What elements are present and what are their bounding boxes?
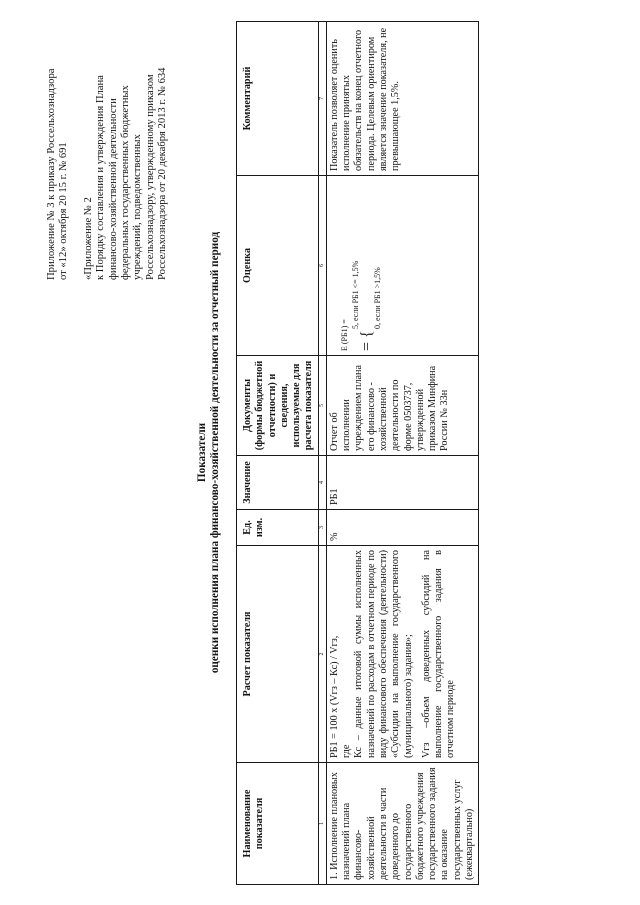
calc-kc-definition: Кс – данные итоговой суммы исполненных назначений по расходам в отчетном периоде по виду финансового обеспечения (деятельности) «Субсидии на выполнение государственного (муниципального) задания»; <box>353 550 414 758</box>
document-title <box>196 0 222 905</box>
column-number: 7 <box>318 22 326 176</box>
title-line-1: Показатели <box>196 422 208 483</box>
brace-glyph: = { <box>358 330 376 351</box>
documents-cell: Отчет об исполнении учреждением плана его финансово - хозяйственной деятельности по форме 0503737, утвержденной приказом Минфина России № 33н <box>326 356 479 456</box>
header-cell-calc: Расчет показателя <box>237 546 319 763</box>
annex-line: к Порядку составления и утверждения Плана <box>95 75 107 280</box>
unit-cell: % <box>326 510 479 546</box>
appendix-line-2: от «12» октября 20 15 г. № 691 <box>58 142 70 280</box>
header-cell-value: Значение <box>237 456 319 510</box>
calculation-cell <box>326 546 479 763</box>
column-number: 3 <box>318 510 326 546</box>
column-number-row <box>318 22 326 885</box>
annex-line: «Приложение № 2 <box>82 197 94 280</box>
calc-formula: РБ1 = 100 x (Vгз – Кс) / Vгз, <box>328 635 340 758</box>
annex-line: федеральных государственных бюджетных <box>120 85 132 280</box>
column-number: 1 <box>318 763 326 885</box>
appendix-header <box>46 10 170 280</box>
calc-vgz-definition: Vгз –объем доведенных субсидий на выполнение государственного задания в отчетном периоде <box>420 550 457 758</box>
value-cell: РБ1 <box>326 456 479 510</box>
header-cell-unit: Ед. изм. <box>237 510 319 546</box>
column-number: 5 <box>318 356 326 456</box>
title-line-2: оценки исполнения плана финансово-хозяйственной деятельности за отчетный период <box>209 231 221 674</box>
evaluation-cell <box>326 176 479 356</box>
indicators-table <box>236 21 479 885</box>
annex-line: финансово-хозяйственной деятельности <box>107 98 119 280</box>
annex-line: Россельхознадзора от 20 декабря 2013 г. № 634 <box>157 67 169 280</box>
column-number: 6 <box>318 176 326 356</box>
header-cell-evaluation: Оценка <box>237 176 319 356</box>
calc-where: где <box>341 744 353 758</box>
annex-line: учреждений, подведомственных <box>132 134 144 280</box>
indicator-name-cell: 1. Исполнение плановых назначений плана финансово-хозяйственной деятельности в части доведенного до государственного бюджетного учреждения государственного задания на оказание государственных услуг (ежеквартально) <box>326 763 479 885</box>
comment-cell: Показатель позволяет оценить исполнение принятых обязательств на конец отчетного периода. Целевым ориентиром является значение показателя, не превышающее 1,5%. <box>326 22 479 176</box>
column-number: 2 <box>318 546 326 763</box>
eval-case-1: 5, если РБ1 <= 1,5% <box>350 260 360 329</box>
column-number: 4 <box>318 456 326 510</box>
eval-case-2: 0, если РБ1 >1,5% <box>373 267 383 329</box>
eval-head: E (РБ1) = <box>339 319 349 351</box>
header-cell-name: Наименование показателя <box>237 763 319 885</box>
header-cell-comment: Комментарий <box>237 22 319 176</box>
table-header-row <box>237 22 319 885</box>
annex-line: Россельхознадзору, утвержденному приказом <box>144 74 156 280</box>
appendix-line-1: Приложение № 3 к приказу Россельхознадзора <box>46 68 57 280</box>
table-row <box>326 22 479 885</box>
header-cell-documents: Документы (формы бюджетной отчетности) и сведения, используемые для расчета показателя <box>237 356 319 456</box>
